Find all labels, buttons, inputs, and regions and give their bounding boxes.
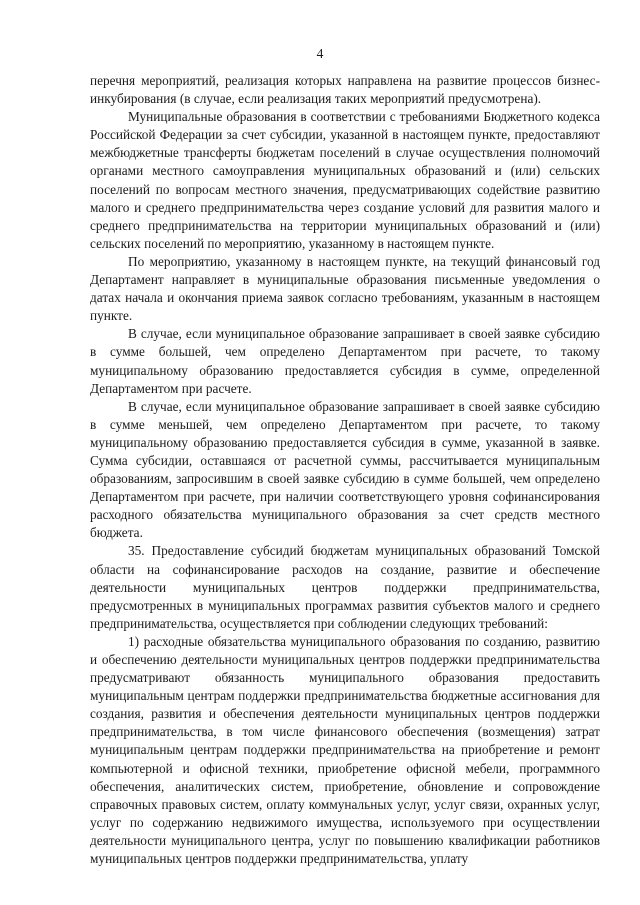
- paragraph-clause-35: 35. Предоставление субсидий бюджетам муниципальных образований Томской области на софинансирование расходов на создание, развитие и обеспечение деятельности муниципальных центров поддержки предпринимательства, предусмотренных в муниципальных программах развития субъектов малого и среднего предпринимательства, осуществляется при соблюдении следующих требований:: [90, 543, 600, 631]
- paragraph-interbudget-transfers: Муниципальные образования в соответствии с требованиями Бюджетного кодекса Российской Федерации за счет субсидии, указанной в настоящем пункте, предоставляют межбюджетные трансферты бюджетам поселений в случае осуществления полномочий органами местного самоуправления муниципальных образований и (или) сельских поселений по вопросам местного значения, предусматривающих содействие развитию малого и среднего предпринимательства через создание условий для развития малого и среднего предпринимательства на территории муниципальных образований и (или) сельских поселений по мероприятию, указанному в настоящем пункте.: [90, 109, 600, 251]
- document-body: [90, 72, 600, 868]
- paragraph-larger-request: В случае, если муниципальное образование запрашивает в своей заявке субсидию в сумме большей, чем определено Департаментом при расчете, то такому муниципальному образованию предоставляется субсидия в сумме, определенной Департаментом при расчете.: [90, 326, 600, 396]
- page-number: 4: [316, 46, 324, 61]
- paragraph-clause-35-item-1: 1) расходные обязательства муниципального образования по созданию, развитию и обеспечению деятельности муниципальных центров поддержки предпринимательства предусматривают обязанность муниципального образования предоставить муниципальным центрам поддержки предпринимательства бюджетные ассигнования для создания, развития и обеспечения деятельности муниципальных центров поддержки предпринимательства, в том числе финансового обеспечения (возмещения) затрат муниципальным центрам поддержки предпринимательства на приобретение и ремонт компьютерной и офисной техники, приобретение офисной мебели, программного обеспечения, аналитических систем, приобретение, обновление и сопровождение справочных правовых систем, оплату коммунальных услуг, услуг связи, охранных услуг, услуг по содержанию недвижимого имущества, используемого при осуществлении деятельности муниципального центра, услуг по повышению квалификации работников муниципальных центров поддержки предпринимательства, уплату: [90, 633, 600, 867]
- paragraph-smaller-request: В случае, если муниципальное образование запрашивает в своей заявке субсидию в сумме меньшей, чем определено Департаментом при расчете, то такому муниципальному образованию предоставляется субсидия в сумме, указанной в заявке. Сумма субсидии, оставшаяся от расчетной суммы, рассчитывается муниципальным образованиям, запросившим в своей заявке субсидию в сумме большей, чем определено Департаментом при расчете, при наличии соответствующего уровня софинансирования расходного обязательства муниципального образования за счет средств местного бюджета.: [90, 398, 600, 541]
- paragraph-notifications: По мероприятию, указанному в настоящем пункте, на текущий финансовый год Департамент направляет в муниципальные образования письменные уведомления о датах начала и окончания приема заявок согласно требованиям, указанным в настоящем пункте.: [90, 253, 600, 324]
- paragraph-continuation: перечня мероприятий, реализация которых направлена на развитие процессов бизнес-инкубирования (в случае, если реализация таких мероприятий предусмотрена).: [90, 73, 600, 107]
